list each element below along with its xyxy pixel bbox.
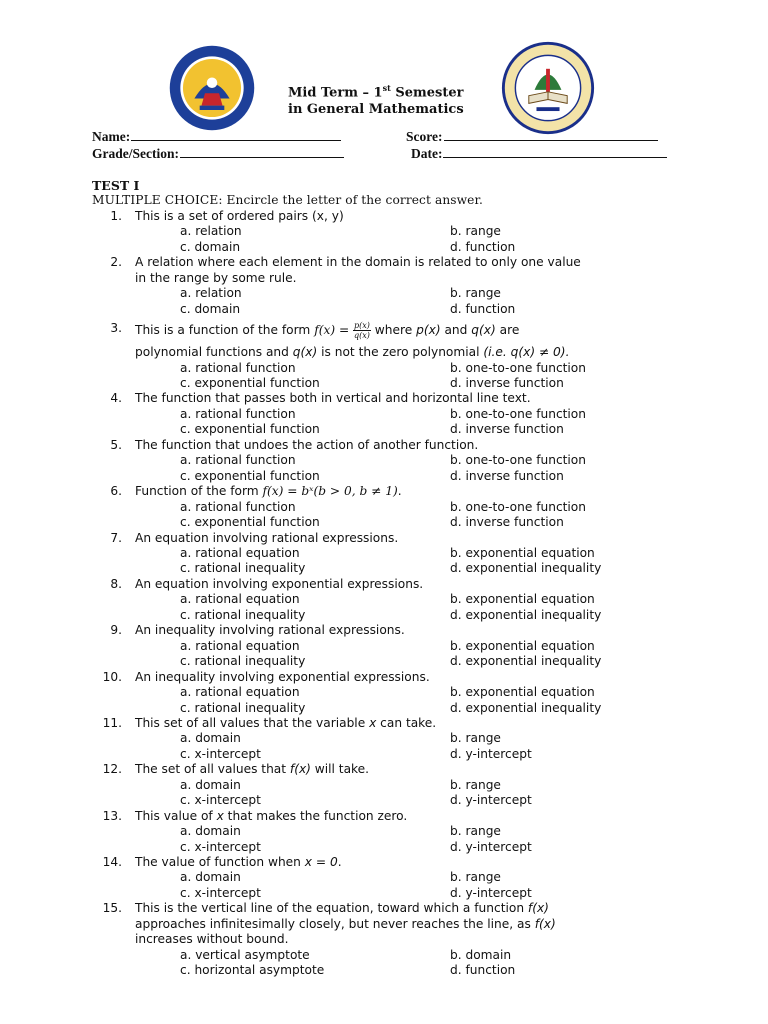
question-number: 11.: [102, 715, 122, 730]
option-b[interactable]: b. exponential equation: [450, 638, 595, 653]
date-blank[interactable]: [443, 145, 667, 158]
question-number: 13.: [102, 808, 122, 823]
option-a[interactable]: a. domain: [180, 777, 241, 792]
option-c[interactable]: c. exponential function: [180, 515, 320, 530]
name-field[interactable]: [92, 128, 341, 145]
option-b[interactable]: b. exponential equation: [450, 685, 595, 700]
grade-section-label: Grade/Section:: [92, 146, 179, 161]
question-number: 7.: [110, 530, 122, 545]
question-number: 10.: [102, 669, 122, 684]
option-a[interactable]: a. domain: [180, 870, 241, 885]
question-12: [92, 762, 692, 777]
question-text: where: [370, 323, 417, 338]
var-fx: f(x): [527, 901, 549, 916]
question-text: An inequality involving exponential expressions.: [135, 669, 430, 684]
question-text: that makes the function zero.: [223, 808, 408, 823]
question-5: [92, 438, 692, 453]
grade-section-field[interactable]: [92, 145, 344, 162]
question-text: This is a function of the form: [135, 323, 315, 338]
question-text: An inequality involving rational expressions.: [135, 623, 405, 638]
options-7: [92, 546, 692, 577]
question-text: will take.: [310, 762, 370, 777]
option-c[interactable]: c. domain: [180, 301, 241, 316]
question-text: polynomial functions and: [135, 345, 293, 360]
exam-title: [288, 80, 464, 118]
options-3: [92, 361, 692, 392]
question-text: This is the vertical line of the equation, toward which a function: [135, 901, 528, 916]
option-c[interactable]: c. x-intercept: [180, 746, 261, 761]
name-blank[interactable]: [131, 128, 341, 141]
name-label: Name:: [92, 129, 131, 144]
question-text: This is a set of ordered pairs (x, y): [135, 208, 344, 223]
var-x: x: [369, 715, 377, 730]
option-c[interactable]: c. exponential function: [180, 422, 320, 437]
option-c[interactable]: c. horizontal asymptote: [180, 963, 325, 978]
option-c[interactable]: c. rational inequality: [180, 607, 306, 622]
options-14: [92, 870, 692, 901]
formula-exponential: f(x) = bˣ(b > 0, b ≠ 1): [262, 484, 398, 499]
option-a[interactable]: a. rational function: [180, 499, 296, 514]
option-b[interactable]: b. range: [450, 824, 501, 839]
question-number: 3.: [110, 321, 122, 336]
option-c[interactable]: c. rational inequality: [180, 700, 306, 715]
option-b[interactable]: b. range: [450, 286, 501, 301]
fraction-numerator: p(x): [354, 321, 370, 331]
question-text: The function that undoes the action of another function.: [135, 437, 479, 452]
question-number: 8.: [110, 576, 122, 591]
question-text: is not the zero polynomial: [317, 345, 484, 360]
option-a[interactable]: a. domain: [180, 731, 241, 746]
option-c[interactable]: c. x-intercept: [180, 885, 261, 900]
question-text: This value of: [135, 808, 217, 823]
var-qx: q(x): [471, 323, 496, 338]
var-fx: f(x): [289, 762, 311, 777]
question-number: 5.: [110, 437, 122, 452]
question-text: The set of all values that: [135, 762, 290, 777]
options-9: [92, 639, 692, 670]
var-fx: f(x): [534, 916, 556, 931]
option-d[interactable]: d. y-intercept: [450, 793, 532, 808]
option-d[interactable]: d. inverse function: [450, 468, 564, 483]
question-text: are: [495, 323, 520, 338]
question-4: [92, 391, 692, 406]
option-d[interactable]: d. function: [450, 963, 516, 978]
question-note: (i.e. q(x) ≠ 0).: [483, 345, 570, 360]
option-b[interactable]: b. one-to-one function: [450, 360, 586, 375]
options-12: [92, 778, 692, 809]
question-number: 14.: [102, 855, 122, 870]
test-heading: TEST I: [92, 178, 140, 193]
question-number: 4.: [110, 391, 122, 406]
option-c[interactable]: c. rational inequality: [180, 654, 306, 669]
title-line-2: in General Mathematics: [288, 102, 464, 118]
option-a[interactable]: a. rational function: [180, 406, 296, 421]
options-15: [92, 948, 692, 979]
title-superscript: st: [382, 83, 391, 93]
option-c[interactable]: c. x-intercept: [180, 839, 261, 854]
options-5: [92, 453, 692, 484]
question-13: [92, 809, 692, 824]
title-line-1-rest: Semester: [390, 85, 464, 101]
test-content: [92, 178, 692, 979]
option-c[interactable]: c. rational inequality: [180, 561, 306, 576]
date-field[interactable]: [411, 145, 667, 162]
option-a[interactable]: a. rational equation: [180, 685, 300, 700]
option-b[interactable]: b. range: [450, 777, 501, 792]
question-11: [92, 716, 692, 731]
question-number: 2.: [110, 255, 122, 270]
var-px: p(x): [416, 323, 441, 338]
question-text: .: [337, 855, 342, 870]
option-c[interactable]: c. exponential function: [180, 375, 320, 390]
option-b[interactable]: b. domain: [450, 947, 512, 962]
option-d[interactable]: d. inverse function: [450, 422, 564, 437]
option-a[interactable]: a. domain: [180, 824, 241, 839]
question-text-cont: approaches infinitesimally closely, but never reaches the line, as: [135, 916, 535, 931]
options-2: [92, 286, 692, 317]
option-d[interactable]: d. y-intercept: [450, 839, 532, 854]
option-a[interactable]: a. rational equation: [180, 638, 300, 653]
option-a[interactable]: a. vertical asymptote: [180, 947, 310, 962]
grade-section-blank[interactable]: [180, 145, 344, 158]
question-text: can take.: [376, 715, 437, 730]
options-10: [92, 685, 692, 716]
question-3: [92, 317, 692, 360]
question-number: 12.: [102, 762, 122, 777]
option-a[interactable]: a. relation: [180, 224, 242, 239]
options-13: [92, 824, 692, 855]
option-d[interactable]: d. inverse function: [450, 375, 564, 390]
question-10: [92, 670, 692, 685]
option-b[interactable]: b. one-to-one function: [450, 406, 586, 421]
option-a[interactable]: a. rational function: [180, 453, 296, 468]
question-text: An equation involving rational expressions.: [135, 530, 399, 545]
question-text: Function of the form: [135, 484, 263, 499]
option-d[interactable]: d. function: [450, 301, 516, 316]
question-number: 6.: [110, 484, 122, 499]
option-d[interactable]: d. function: [450, 239, 516, 254]
option-d[interactable]: d. inverse function: [450, 515, 564, 530]
option-d[interactable]: d. exponential inequality: [450, 607, 602, 622]
options-4: [92, 407, 692, 438]
var-qx: q(x): [292, 345, 318, 360]
question-text: A relation where each element in the domain is related to only one value: [135, 255, 581, 270]
option-b[interactable]: b. exponential equation: [450, 545, 595, 560]
question-text-cont: in the range by some rule.: [135, 270, 297, 285]
option-d[interactable]: d. y-intercept: [450, 746, 532, 761]
question-text-cont: increases without bound.: [135, 932, 289, 947]
option-b[interactable]: b. one-to-one function: [450, 453, 586, 468]
option-a[interactable]: a. rational equation: [180, 592, 300, 607]
fraction-denominator: q(x): [354, 331, 370, 341]
var-x-zero: x = 0: [304, 855, 338, 870]
question-14: [92, 855, 692, 870]
option-b[interactable]: b. range: [450, 731, 501, 746]
option-d[interactable]: d. y-intercept: [450, 885, 532, 900]
question-8: [92, 577, 692, 592]
question-text: and: [440, 323, 472, 338]
var-x: x: [216, 808, 224, 823]
options-6: [92, 500, 692, 531]
score-blank[interactable]: [444, 128, 658, 141]
option-d[interactable]: d. exponential inequality: [450, 700, 602, 715]
option-c[interactable]: c. domain: [180, 239, 241, 254]
deped-seal-logo: [168, 44, 256, 132]
option-a[interactable]: a. relation: [180, 286, 242, 301]
school-seal-logo: [500, 40, 596, 136]
question-9: [92, 623, 692, 638]
option-a[interactable]: a. rational equation: [180, 545, 300, 560]
question-number: 1.: [110, 208, 122, 223]
question-number: 9.: [110, 623, 122, 638]
option-b[interactable]: b. one-to-one function: [450, 499, 586, 514]
option-b[interactable]: b. range: [450, 224, 501, 239]
option-c[interactable]: c. x-intercept: [180, 793, 261, 808]
option-d[interactable]: d. exponential inequality: [450, 561, 602, 576]
question-7: [92, 531, 692, 546]
options-11: [92, 731, 692, 762]
question-number: 15.: [102, 901, 122, 916]
question-15: [92, 901, 692, 947]
score-label: Score:: [406, 129, 443, 144]
question-text: An equation involving exponential expressions.: [135, 576, 424, 591]
question-text: This set of all values that the variable: [135, 715, 370, 730]
fraction: [353, 321, 371, 340]
option-a[interactable]: a. rational function: [180, 360, 296, 375]
question-text: .: [397, 484, 402, 499]
option-c[interactable]: c. exponential function: [180, 468, 320, 483]
option-b[interactable]: b. range: [450, 870, 501, 885]
options-1: [92, 224, 692, 255]
formula-fx: f(x) =: [314, 323, 350, 338]
test-instruction: MULTIPLE CHOICE: Encircle the letter of the correct answer.: [92, 193, 484, 208]
date-label: Date:: [411, 146, 443, 161]
option-b[interactable]: b. exponential equation: [450, 592, 595, 607]
question-text: The function that passes both in vertical and horizontal line text.: [135, 391, 531, 406]
options-8: [92, 592, 692, 623]
question-text: The value of function when: [135, 855, 305, 870]
question-6: [92, 484, 692, 499]
question-1: [92, 209, 692, 224]
title-line-1: Mid Term – 1: [288, 85, 383, 101]
score-field[interactable]: [406, 128, 658, 145]
option-d[interactable]: d. exponential inequality: [450, 654, 602, 669]
question-2: [92, 255, 692, 286]
